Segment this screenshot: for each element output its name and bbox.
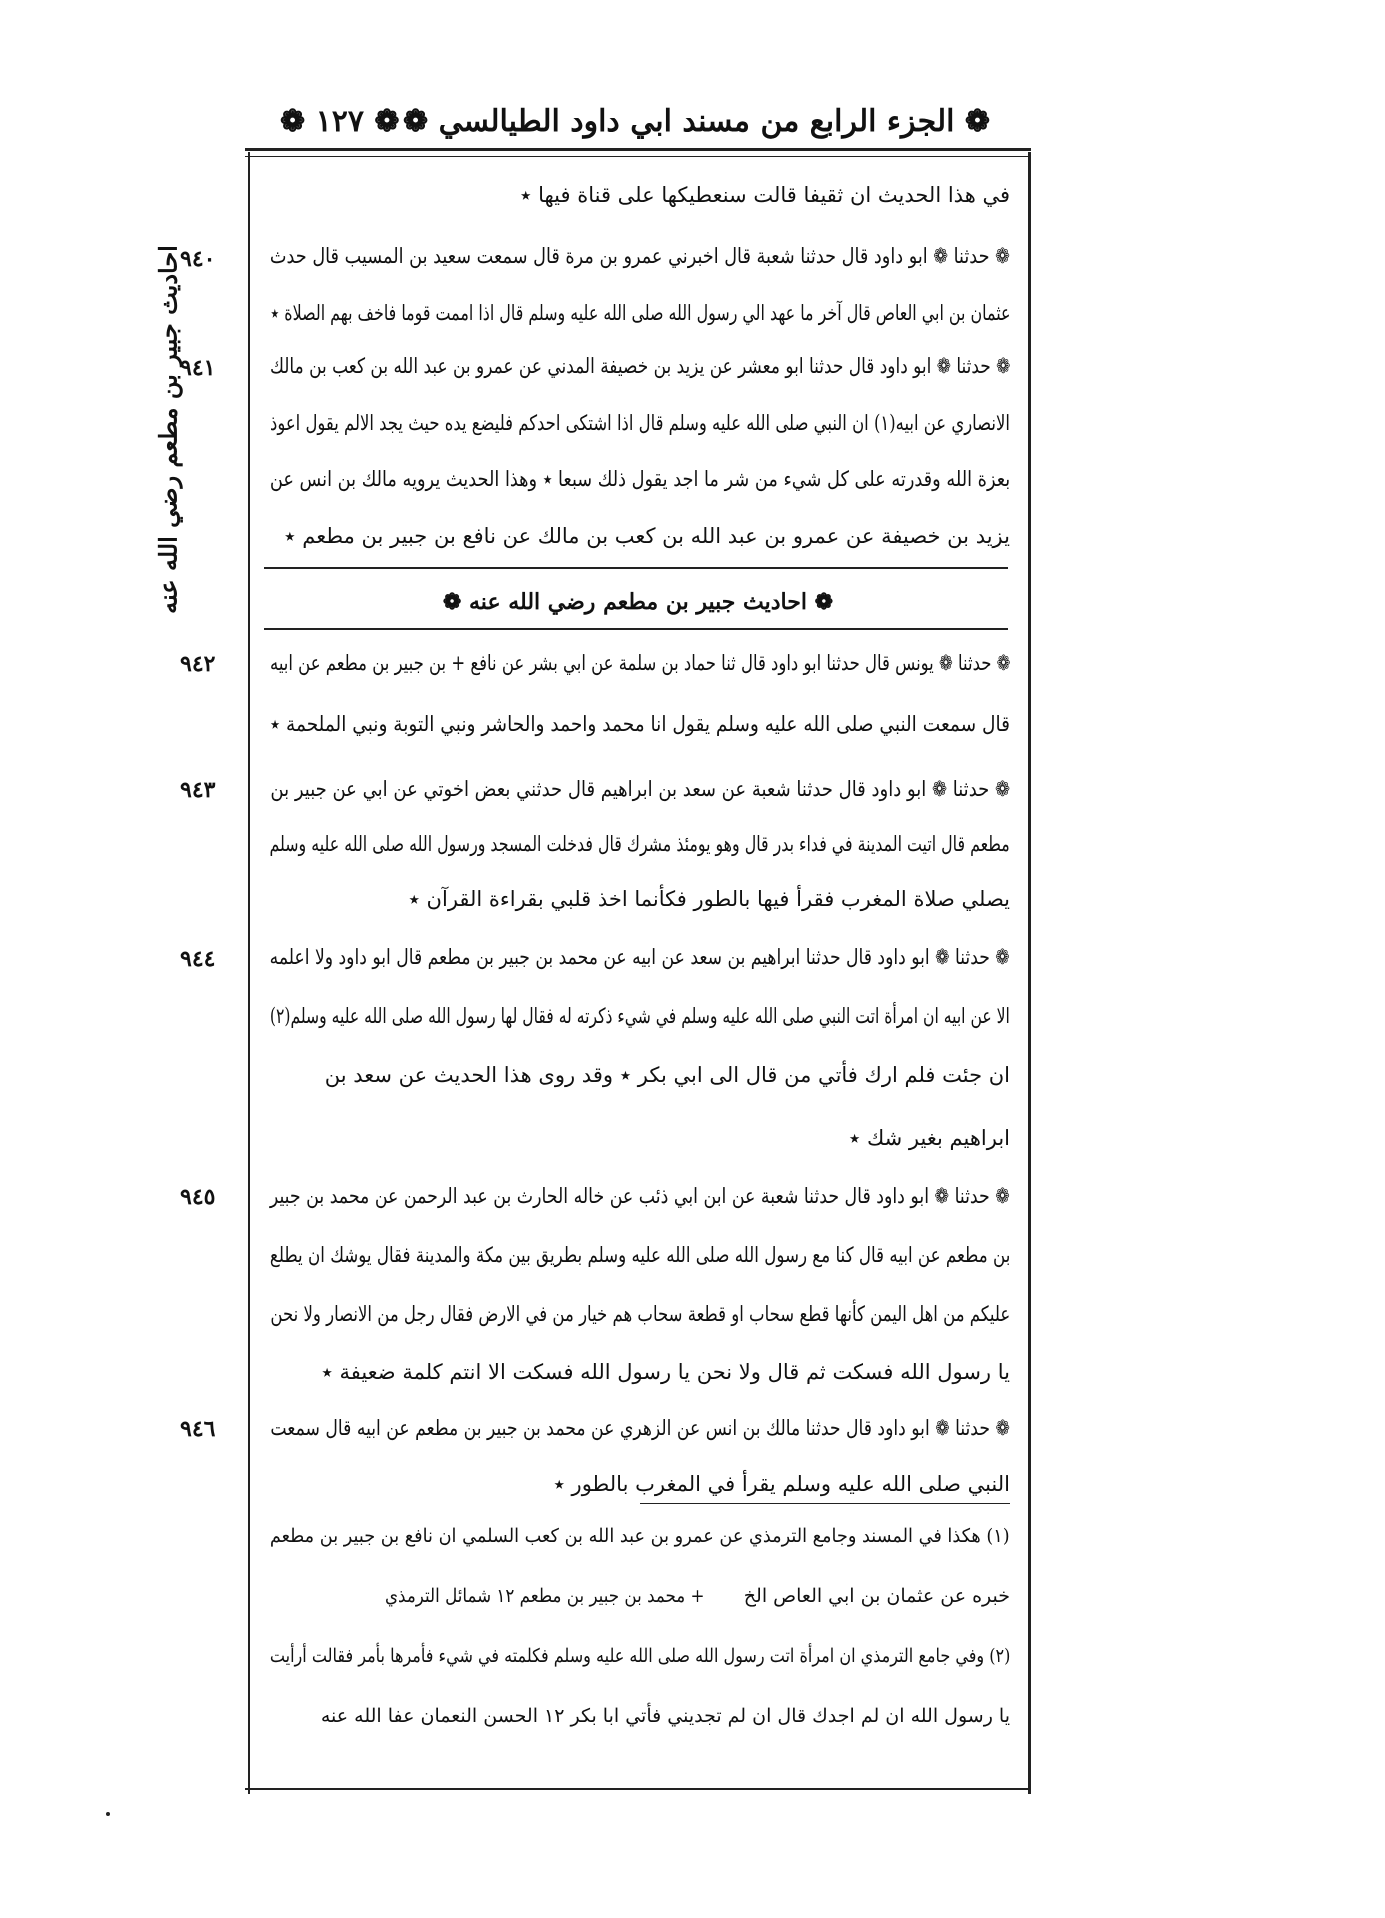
text-line: ❁ حدثنا ❁ ابو داود قال حدثنا شعبة عن سعد بن ابراهيم قال حدثني بعض اخوتي عن ابي عن جبير بن [270,777,1010,801]
hadith-number: ٩٤٤ [180,946,216,972]
text-line: الانصاري عن ابيه(١) ان النبي صلى الله عليه وسلم قال اذا اشتكى احدكم فليضع يده حيث يجد الالم يقول اعوذ [270,411,1010,435]
side-title-text: احاديث جبير بن مطعم رضي الله عنه [153,245,183,614]
text-line: في هذا الحديث ان ثقيفا قالت سنعطيكها على قناة فيها ٭ [519,183,1010,207]
section-heading: ❁ احاديث جبير بن مطعم رضي الله عنه ❁ [442,589,834,615]
text-line: مطعم قال اتيت المدينة في فداء بدر قال وهو يومئذ مشرك قال فدخلت المسجد ورسول الله صلى الله عليه وسلم [269,832,1010,856]
footnote-line: (١) هكذا في المسند وجامع الترمذي عن عمرو بن عبد الله بن كعب السلمي ان نافع بن جبير بن مطعم [270,1525,1010,1547]
text-line: يزيد بن خصيفة عن عمرو بن عبد الله بن كعب بن مالك عن نافع بن جبير بن مطعم ٭ [284,524,1010,548]
hadith-number: ٩٤٠ [180,246,216,272]
text-line: ❁ حدثنا ❁ ابو داود قال حدثنا ابو معشر عن يزيد بن خصيفة المدني عن عمرو بن عبد الله بن كعب بن مالك [269,354,1010,378]
hadith-number: ٩٤٦ [180,1416,216,1442]
footnote-line: (٢) وفي جامع الترمذي ان امرأة اتت رسول الله صلى الله عليه وسلم فكلمته في شيء فأمرها بأمر فقالت أرأيت [269,1645,1010,1667]
hadith-number: ٩٤٥ [180,1184,216,1210]
page-number: ❁ ١٢٧ ❁ [280,104,400,139]
text-line: عليكم من اهل اليمن كأنها قطع سحاب او قطعة سحاب هم خيار من في الارض فقال رجل من الانصار ولا نحن [270,1302,1010,1326]
footnote-line: خبره عن عثمان بن ابي العاص الخ [743,1585,1010,1607]
text-line: ابراهيم بغير شك ٭ [848,1126,1010,1150]
hadith-number: ٩٤٢ [180,651,216,677]
running-title: ❁ الجزء الرابع من مسند ابي داود الطيالسي ❁ [403,104,990,139]
text-line: قال سمعت النبي صلى الله عليه وسلم يقول انا محمد واحمد والحاشر ونبي التوبة ونبي الملحمة ٭ [270,712,1010,736]
text-line: ❁ حدثنا ❁ ابو داود قال حدثنا شعبة قال اخبرني عمرو بن مرة قال سمعت سعيد بن المسيب قال حدث [269,244,1010,268]
footnote-rule [640,1503,1010,1504]
text-line: بن مطعم عن ابيه قال كنا مع رسول الله صلى الله عليه وسلم بطريق بين مكة والمدينة فقال يوشك ان يطلع [269,1243,1010,1267]
frame-bottom-rule [245,1788,1031,1790]
text-line: النبي صلى الله عليه وسلم يقرأ في المغرب بالطور ٭ [553,1472,1010,1496]
hadith-number: ٩٤١ [180,355,216,381]
frame-top-rule [245,148,1031,151]
footnote-line: + محمد بن جبير بن مطعم ١٢ شمائل الترمذي [385,1585,705,1607]
text-line: الا عن ابيه ان امرأة اتت النبي صلى الله عليه وسلم في شيء ذكرته له فقال لها رسول الله صلى الله عليه وسلم(٢) [270,1004,1010,1028]
text-line: ❁ حدثنا ❁ ابو داود قال حدثنا مالك بن انس عن الزهري عن محمد بن جبير بن مطعم عن ابيه قال سمعت [270,1416,1010,1440]
text-line: يصلي صلاة المغرب فقرأ فيها بالطور فكأنما اخذ قلبي بقراءة القرآن ٭ [408,887,1010,911]
text-line: بعزة الله وقدرته على كل شيء من شر ما اجد يقول ذلك سبعا ٭ وهذا الحديث يرويه مالك بن انس عن [269,467,1010,491]
text-line: ❁ حدثنا ❁ ابو داود قال حدثنا شعبة عن ابن ابي ذئب عن خاله الحارث بن عبد الرحمن عن محمد بن جبير [270,1184,1010,1208]
text-line: ❁ حدثنا ❁ ابو داود قال حدثنا ابراهيم بن سعد عن ابيه عن محمد بن جبير بن مطعم قال ابو داود ولا اعلمه [269,945,1010,969]
section-rule [264,628,1008,630]
text-line: عثمان بن ابي العاص قال آخر ما عهد الي رسول الله صلى الله عليه وسلم قال اذا اممت قوما فاخف بهم الصلاة ٭ [270,301,1010,325]
text-line: ان جئت فلم ارك فأتي من قال الى ابي بكر ٭ وقد روى هذا الحديث عن سعد بن [324,1063,1010,1087]
hadith-number: ٩٤٣ [180,777,216,803]
stray-mark [106,1812,110,1816]
text-line: ❁ حدثنا ❁ يونس قال حدثنا ابو داود قال ثنا حماد بن سلمة عن ابي بشر عن نافع + بن جبير بن مطعم عن ابيه [269,651,1010,675]
text-line: يا رسول الله فسكت ثم قال ولا نحن يا رسول الله فسكت الا انتم كلمة ضعيفة ٭ [321,1360,1010,1384]
side-margin-title [138,240,188,620]
section-rule [264,567,1008,569]
page-header [260,104,990,154]
footnote-line: يا رسول الله ان لم اجدك قال ان لم تجديني فأتي ابا بكر ١٢ الحسن النعمان عفا الله عنه [320,1705,1010,1727]
